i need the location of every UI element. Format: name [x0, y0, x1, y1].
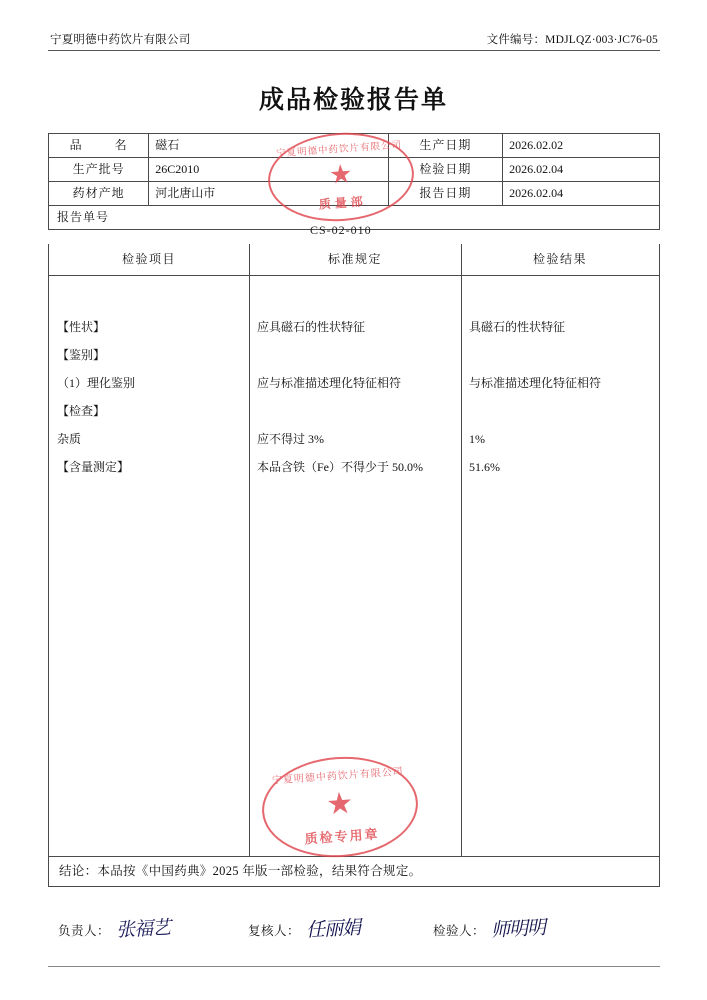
row-item: 【性状】: [57, 320, 106, 334]
production-date-label: 生产日期: [388, 134, 502, 158]
table-row: [49, 453, 659, 481]
report-no-value: CS-02-010: [310, 223, 372, 237]
row-item: 【鉴别】: [57, 348, 106, 362]
inspect-date-value: 2026.02.04: [503, 158, 660, 182]
product-name-label: 品 名: [49, 134, 149, 158]
production-date-value: 2026.02.02: [503, 134, 660, 158]
signature-row: [48, 900, 660, 946]
report-no-label: 报告单号: [49, 206, 660, 230]
row-standard: 应具磁石的性状特征: [257, 320, 366, 334]
row-result: 与标准描述理化特征相符: [469, 376, 602, 390]
origin-value: 河北唐山市: [149, 182, 388, 206]
reviewer-signature: [248, 914, 360, 941]
row-item: 【检查】: [57, 404, 106, 418]
document-number-value: MDJLQZ·003·JC76-05: [545, 34, 658, 46]
reviewer-label: 复核人：: [248, 924, 301, 938]
inspector-name: 师明明: [490, 916, 546, 942]
row-item: （1）理化鉴别: [57, 376, 136, 390]
document-number: [487, 31, 660, 47]
stamp-bottom-text: 质量部: [318, 194, 368, 212]
row-result: 1%: [469, 432, 485, 446]
document-number-label: 文件编号：: [486, 34, 546, 46]
table-row: [49, 341, 659, 369]
report-date-value: 2026.02.04: [503, 182, 660, 206]
table-row: [49, 313, 659, 341]
row-item: 杂质: [57, 432, 82, 446]
product-name-value: 磁石: [149, 134, 388, 158]
table-row: [49, 397, 659, 425]
results-rows: [49, 275, 659, 481]
spacer-row: [49, 275, 659, 313]
stamp-arc-text: 宁夏明德中药饮片有限公司: [275, 140, 403, 160]
row-standard: 应不得过 3%: [257, 432, 324, 446]
company-name: 宁夏明德中药饮片有限公司: [50, 34, 191, 46]
page-header: [48, 28, 660, 51]
page-title: 成品检验报告单: [258, 87, 448, 114]
table-row: [49, 369, 659, 397]
reviewer-name: 任丽娟: [305, 916, 361, 942]
row-item: 【含量测定】: [57, 460, 130, 474]
column-header-standard: 标准规定: [327, 252, 382, 266]
inspector-signature: [433, 914, 545, 941]
table-row: [49, 425, 659, 453]
row-result: 具磁石的性状特征: [469, 320, 566, 334]
star-icon: ★: [328, 159, 354, 190]
column-header-result: 检验结果: [532, 252, 587, 266]
row-result: 51.6%: [469, 460, 500, 474]
stamp-arc-text: 宁夏明德中药饮片有限公司: [271, 766, 405, 787]
manager-label: 负责人：: [58, 924, 111, 938]
page-bottom-rule: [48, 966, 660, 967]
row-standard: 应与标准描述理化特征相符: [257, 376, 402, 390]
manager-name: 张福艺: [115, 916, 171, 942]
manager-signature: [58, 914, 170, 941]
inspector-label: 检验人：: [433, 924, 486, 938]
stamp-bottom-text: 质检专用章: [304, 826, 380, 847]
conclusion-row: 结论：本品按《中国药典》2025 年版一部检验，结果符合规定。: [48, 857, 660, 887]
origin-label: 药材产地: [49, 182, 149, 206]
inspect-date-label: 检验日期: [388, 158, 502, 182]
column-header-item: 检验项目: [121, 252, 176, 266]
batch-value: 26C2010: [149, 158, 388, 182]
report-date-label: 报告日期: [388, 182, 502, 206]
batch-label: 生产批号: [49, 158, 149, 182]
row-standard: 本品含铁（Fe）不得少于 50.0%: [257, 460, 423, 474]
star-icon: ★: [325, 786, 355, 822]
